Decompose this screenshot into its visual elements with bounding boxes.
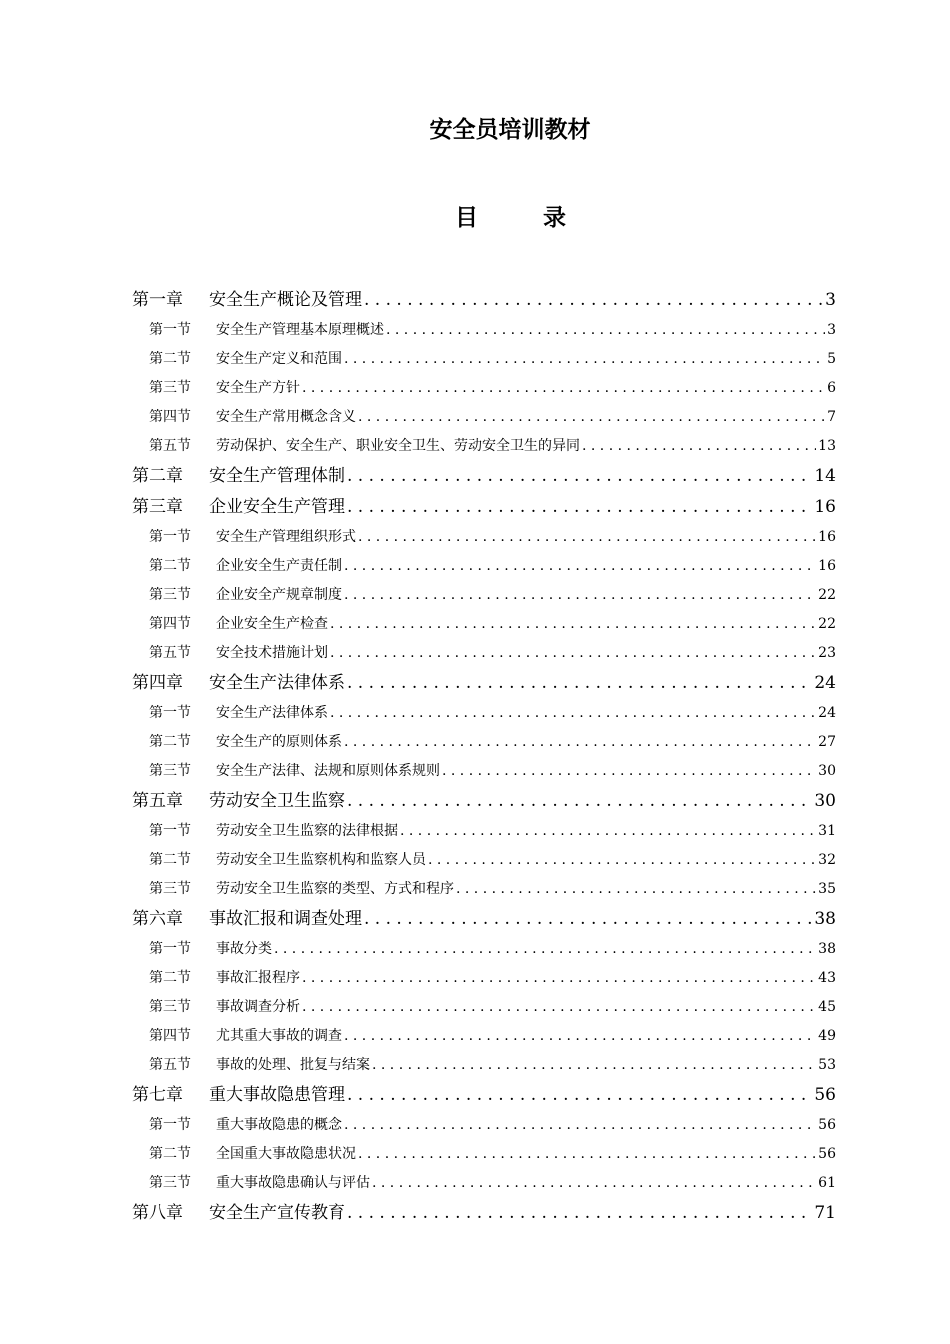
toc-section-entry[interactable]	[132, 1169, 836, 1198]
toc-section-entry[interactable]	[132, 403, 836, 432]
toc-dot-leader	[330, 610, 816, 639]
toc-entry-number: 第二节	[149, 1146, 191, 1162]
toc-section-entry[interactable]	[132, 316, 836, 345]
toc-dot-leader	[364, 904, 812, 935]
toc-dot-leader	[372, 1051, 816, 1080]
toc-dot-leader	[456, 875, 816, 904]
toc-chapter-entry[interactable]	[132, 1198, 836, 1229]
toc-dot-leader	[302, 374, 825, 403]
toc-entry-title: 安全生产方针	[216, 380, 300, 396]
toc-chapter-entry[interactable]	[132, 1080, 836, 1111]
toc-dot-leader	[344, 728, 816, 757]
toc-entry-number: 第四节	[149, 409, 191, 425]
toc-entry-page-number: 23	[818, 645, 836, 661]
toc-entry-title: 重大事故隐患确认与评估	[216, 1175, 370, 1191]
toc-entry-page-number: 24	[818, 705, 836, 721]
toc-entry-page-number: 14	[814, 466, 836, 486]
toc-section-entry[interactable]	[132, 1051, 836, 1080]
toc-section-entry[interactable]	[132, 728, 836, 757]
toc-entry-number: 第四节	[149, 1028, 191, 1044]
toc-entry-number: 第二节	[149, 351, 191, 367]
toc-dot-leader	[344, 552, 816, 581]
toc-entry-number: 第一节	[149, 823, 191, 839]
toc-dot-leader	[347, 1198, 812, 1229]
toc-section-entry[interactable]	[132, 345, 836, 374]
toc-entry-number: 第二节	[149, 734, 191, 750]
toc-chapter-entry[interactable]	[132, 461, 836, 492]
toc-section-entry[interactable]	[132, 374, 836, 403]
toc-entry-page-number: 31	[818, 823, 836, 839]
toc-heading-char-2: 录	[543, 204, 566, 231]
toc-dot-leader	[344, 1111, 816, 1140]
toc-entry-page-number: 56	[814, 1085, 836, 1105]
toc-dot-leader	[344, 345, 825, 374]
toc-entry-page-number: 61	[818, 1175, 836, 1191]
toc-entry-number: 第三节	[149, 881, 191, 897]
toc-entry-title: 重大事故隐患管理	[209, 1085, 345, 1105]
toc-section-entry[interactable]	[132, 817, 836, 846]
toc-dot-leader	[344, 581, 816, 610]
toc-dot-leader	[347, 786, 812, 817]
toc-entry-title: 事故汇报程序	[216, 970, 300, 986]
toc-chapter-entry[interactable]	[132, 285, 836, 316]
document-title: 安全员培训教材	[429, 116, 591, 143]
toc-dot-leader	[386, 316, 825, 345]
toc-entry-page-number: 49	[818, 1028, 836, 1044]
toc-entry-page-number: 5	[827, 351, 836, 367]
toc-entry-page-number: 3	[825, 290, 836, 310]
toc-dot-leader	[364, 285, 823, 316]
toc-dot-leader	[372, 1169, 816, 1198]
toc-entry-title: 安全生产常用概念含义	[216, 409, 356, 425]
toc-entry-title: 尤其重大事故的调查	[216, 1028, 342, 1044]
toc-chapter-entry[interactable]	[132, 904, 836, 935]
toc-entry-page-number: 24	[814, 673, 836, 693]
toc-entry-title: 全国重大事故隐患状况	[216, 1146, 356, 1162]
toc-section-entry[interactable]	[132, 875, 836, 904]
toc-dot-leader	[347, 1080, 812, 1111]
toc-dot-leader	[330, 639, 816, 668]
toc-section-entry[interactable]	[132, 935, 836, 964]
toc-entry-title: 企业安全生产管理	[209, 497, 345, 517]
toc-entry-number: 第三节	[149, 999, 191, 1015]
toc-entry-page-number: 56	[818, 1146, 836, 1162]
toc-dot-leader	[358, 523, 816, 552]
toc-entry-title: 安全生产的原则体系	[216, 734, 342, 750]
toc-entry-number: 第四节	[149, 616, 191, 632]
toc-entry-page-number: 30	[818, 763, 836, 779]
toc-entry-title: 事故的处理、批复与结案	[216, 1057, 370, 1073]
toc-entry-number: 第八章	[132, 1203, 183, 1223]
toc-dot-leader	[428, 846, 816, 875]
toc-section-entry[interactable]	[132, 610, 836, 639]
toc-entry-title: 安全技术措施计划	[216, 645, 328, 661]
toc-heading	[455, 201, 575, 235]
toc-heading-char-1: 目	[455, 204, 478, 231]
toc-section-entry[interactable]	[132, 581, 836, 610]
toc-entry-title: 安全生产法律体系	[209, 673, 345, 693]
toc-entry-page-number: 45	[818, 999, 836, 1015]
toc-entry-title: 企业安全产规章制度	[216, 587, 342, 603]
toc-entry-title: 劳动安全卫生监察机构和监察人员	[216, 852, 426, 868]
toc-entry-number: 第三节	[149, 587, 191, 603]
toc-entry-number: 第六章	[132, 909, 183, 929]
toc-entry-title: 安全生产宣传教育	[209, 1203, 345, 1223]
toc-entry-title: 事故汇报和调查处理	[209, 909, 362, 929]
toc-entry-title: 安全生产法律体系	[216, 705, 328, 721]
toc-section-entry[interactable]	[132, 757, 836, 786]
toc-entry-title: 安全生产定义和范围	[216, 351, 342, 367]
toc-entry-title: 企业安全生产检查	[216, 616, 328, 632]
toc-dot-leader	[582, 432, 816, 461]
toc-entry-page-number: 53	[818, 1057, 836, 1073]
toc-section-entry[interactable]	[132, 846, 836, 875]
toc-entry-number: 第五节	[149, 438, 191, 454]
toc-entry-number: 第三节	[149, 763, 191, 779]
toc-entry-number: 第二节	[149, 558, 191, 574]
toc-entry-title: 安全生产管理体制	[209, 466, 345, 486]
toc-entry-page-number: 7	[827, 409, 836, 425]
toc-entry-number: 第四章	[132, 673, 183, 693]
toc-dot-leader	[330, 699, 816, 728]
toc-entry-title: 重大事故隐患的概念	[216, 1117, 342, 1133]
toc-entry-title: 安全生产管理基本原理概述	[216, 322, 384, 338]
toc-dot-leader	[302, 993, 816, 1022]
toc-entry-number: 第五节	[149, 645, 191, 661]
toc-entry-number: 第五节	[149, 1057, 191, 1073]
toc-chapter-entry[interactable]	[132, 668, 836, 699]
toc-entry-number: 第二节	[149, 852, 191, 868]
toc-entry-title: 安全生产管理组织形式	[216, 529, 356, 545]
toc-entry-page-number: 22	[818, 587, 836, 603]
toc-entry-number: 第二节	[149, 970, 191, 986]
toc-entry-title: 企业安全生产责任制	[216, 558, 342, 574]
toc-section-entry[interactable]	[132, 639, 836, 668]
toc-entry-page-number: 22	[818, 616, 836, 632]
toc-entry-number: 第三章	[132, 497, 183, 517]
toc-entry-page-number: 6	[827, 380, 836, 396]
toc-entry-number: 第五章	[132, 791, 183, 811]
toc-section-entry[interactable]	[132, 432, 836, 461]
toc-dot-leader	[347, 492, 812, 523]
toc-entry-number: 第一节	[149, 1117, 191, 1133]
toc-section-entry[interactable]	[132, 552, 836, 581]
toc-dot-leader	[302, 964, 816, 993]
toc-entry-page-number: 16	[814, 497, 836, 517]
toc-dot-leader	[442, 757, 816, 786]
toc-entry-page-number: 16	[818, 558, 836, 574]
toc-dot-leader	[358, 403, 825, 432]
toc-chapter-entry[interactable]	[132, 492, 836, 523]
toc-dot-leader	[400, 817, 816, 846]
toc-entry-page-number: 30	[814, 791, 836, 811]
toc-entry-page-number: 56	[818, 1117, 836, 1133]
toc-entry-number: 第三节	[149, 1175, 191, 1191]
toc-entry-page-number: 35	[818, 881, 836, 897]
toc-entry-title: 安全生产概论及管理	[209, 290, 362, 310]
toc-entry-page-number: 43	[818, 970, 836, 986]
toc-entry-number: 第一节	[149, 529, 191, 545]
toc-section-entry[interactable]	[132, 523, 836, 552]
toc-section-entry[interactable]	[132, 1140, 836, 1169]
toc-entry-page-number: 3	[827, 322, 836, 338]
toc-entry-page-number: 27	[818, 734, 836, 750]
toc-entry-number: 第一节	[149, 941, 191, 957]
toc-dot-leader	[347, 461, 812, 492]
toc-section-entry[interactable]	[132, 993, 836, 1022]
toc-entry-number: 第一节	[149, 322, 191, 338]
toc-entry-number: 第三节	[149, 380, 191, 396]
toc-section-entry[interactable]	[132, 699, 836, 728]
toc-entry-number: 第七章	[132, 1085, 183, 1105]
toc-dot-leader	[358, 1140, 816, 1169]
toc-entry-page-number: 38	[818, 941, 836, 957]
toc-entry-page-number: 16	[818, 529, 836, 545]
toc-dot-leader	[347, 668, 812, 699]
toc-dot-leader	[274, 935, 816, 964]
toc-chapter-entry[interactable]	[132, 786, 836, 817]
toc-entry-page-number: 38	[814, 909, 836, 929]
toc-entry-number: 第一章	[132, 290, 183, 310]
toc-entry-title: 劳动安全卫生监察的法律根据	[216, 823, 398, 839]
toc-entry-page-number: 71	[814, 1203, 836, 1223]
toc-entry-page-number: 32	[818, 852, 836, 868]
toc-entry-title: 事故调查分析	[216, 999, 300, 1015]
table-of-contents	[132, 285, 836, 1229]
toc-entry-title: 劳动保护、安全生产、职业安全卫生、劳动安全卫生的异同	[216, 438, 580, 454]
toc-entry-page-number: 13	[818, 438, 836, 454]
toc-section-entry[interactable]	[132, 964, 836, 993]
toc-entry-number: 第一节	[149, 705, 191, 721]
toc-section-entry[interactable]	[132, 1022, 836, 1051]
toc-entry-title: 劳动安全卫生监察的类型、方式和程序	[216, 881, 454, 897]
toc-section-entry[interactable]	[132, 1111, 836, 1140]
toc-entry-title: 劳动安全卫生监察	[209, 791, 345, 811]
toc-dot-leader	[344, 1022, 816, 1051]
toc-entry-title: 事故分类	[216, 941, 272, 957]
toc-entry-title: 安全生产法律、法规和原则体系规则	[216, 763, 440, 779]
toc-entry-number: 第二章	[132, 466, 183, 486]
